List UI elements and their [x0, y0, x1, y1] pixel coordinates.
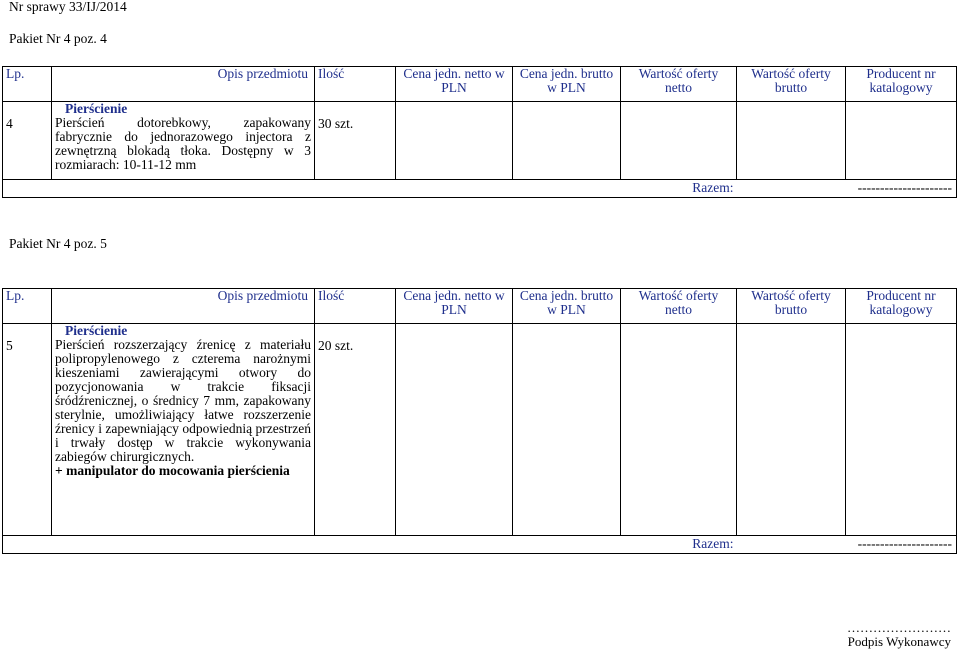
row-description — [52, 324, 315, 536]
signature — [847, 621, 951, 649]
row-lp: 4 — [3, 102, 52, 180]
table-row — [3, 102, 957, 180]
table-header-row — [3, 67, 957, 102]
razem-value: --------------------- — [737, 180, 957, 198]
header-gross-value: Wartość oferty brutto — [737, 67, 846, 102]
header-description: Opis przedmiotu — [52, 67, 315, 102]
header-gross-value: Wartość oferty brutto — [737, 289, 846, 324]
razem-row — [3, 180, 957, 198]
row-category: Pierścienie — [65, 101, 128, 116]
razem-row — [3, 536, 957, 554]
row-description-text: Pierścień rozszerzający źrenicę z materiału polipropylenowego z czterema narożnymi kieszeniami zawierającymi otwory do pozycjonowania w trakcie fiksacji śródźrenicznej, o średnicy 7 mm, zapakowany sterylnie, umożliwiający łatwe rozszerzenie źrenicy i zapewniający odpowiednią przestrzeń i trwały dostęp w trakcie wykonywania zabiegów chirurgicznych. — [55, 337, 311, 464]
header-lp: Lp. — [3, 289, 52, 324]
package-title: Pakiet Nr 4 poz. 5 — [9, 236, 107, 251]
row-category: Pierścienie — [65, 323, 128, 338]
case-number: Nr sprawy 33/IJ/2014 — [9, 0, 127, 14]
row-description-text: Pierścień dotorebkowy, zapakowany fabrycznie do jednorazowego injectora z zewnętrzną blokadą tłoka. Dostępny w 3 rozmiarach: 10-11-12 mm — [55, 115, 311, 172]
package-table — [2, 66, 957, 198]
header-qty: Ilość — [315, 289, 396, 324]
package-table — [2, 288, 957, 554]
header-producer: Producent nr katalogowy — [846, 67, 957, 102]
row-qty: 30 szt. — [315, 102, 396, 180]
header-gross-price: Cena jedn. brutto w PLN — [513, 67, 621, 102]
row-net-value — [621, 324, 737, 536]
razem-label: Razem: — [3, 536, 737, 554]
row-net-price — [396, 324, 513, 536]
row-net-value — [621, 102, 737, 180]
header-net-value: Wartość oferty netto — [621, 289, 737, 324]
signature-label: Podpis Wykonawcy — [847, 634, 951, 649]
header-producer: Producent nr katalogowy — [846, 289, 957, 324]
table-header-row — [3, 289, 957, 324]
header-qty: Ilość — [315, 67, 396, 102]
row-gross-price — [513, 324, 621, 536]
row-gross-value — [737, 102, 846, 180]
table-row — [3, 324, 957, 536]
row-gross-price — [513, 102, 621, 180]
header-gross-price: Cena jedn. brutto w PLN — [513, 289, 621, 324]
header-lp: Lp. — [3, 67, 52, 102]
package-title: Pakiet Nr 4 poz. 4 — [9, 31, 107, 46]
row-gross-value — [737, 324, 846, 536]
header-net-price: Cena jedn. netto w PLN — [396, 289, 513, 324]
row-producer — [846, 102, 957, 180]
razem-label: Razem: — [3, 180, 737, 198]
header-description: Opis przedmiotu — [52, 289, 315, 324]
row-lp: 5 — [3, 324, 52, 536]
header-net-value: Wartość oferty netto — [621, 67, 737, 102]
razem-value: --------------------- — [737, 536, 957, 554]
header-net-price: Cena jedn. netto w PLN — [396, 67, 513, 102]
signature-dots: …………………… — [847, 620, 951, 635]
row-qty: 20 szt. — [315, 324, 396, 536]
row-description — [52, 102, 315, 180]
row-producer — [846, 324, 957, 536]
row-description-extra: + manipulator do mocowania pierścienia — [55, 463, 290, 478]
row-net-price — [396, 102, 513, 180]
